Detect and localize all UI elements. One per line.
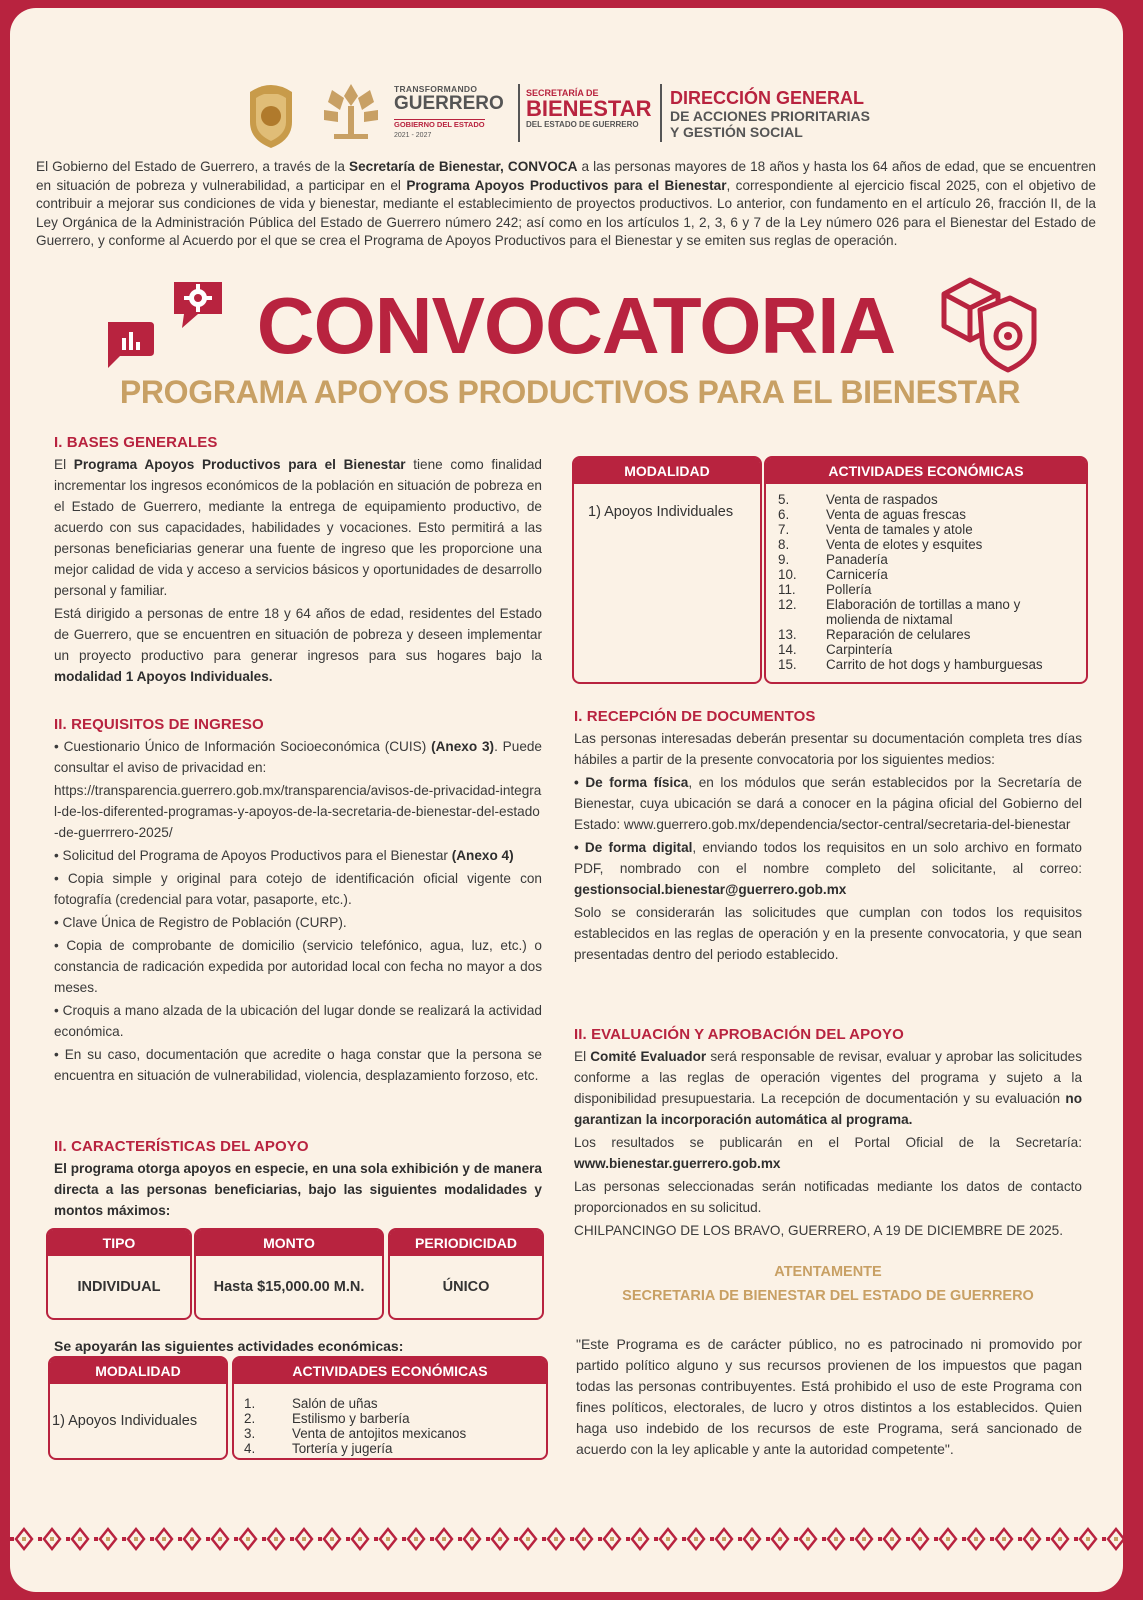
actividad-item [778, 552, 1043, 567]
secretaria-bienestar-logo: SECRETARÍA DE BIENESTAR DEL ESTADO DE GUERRERO [526, 88, 652, 129]
bases-heading: I. BASES GENERALES [54, 434, 218, 451]
actividad-item [244, 1441, 466, 1456]
actividad-item [244, 1426, 466, 1441]
legal-disclaimer: "Este Programa es de carácter público, no es patrocinado ni promovido por partido político alguno y sus recursos provienen de los impuestos que pagan todas las personas contribuyentes. Está prohibido el uso de este Programa con fines políticos, electorales, de lucro y otros distintos a los establecidos. Quien haga uso indebido de los recursos de este Programa, será sancionado de acuerdo con la ley aplicable y ante la autoridad competente". [576, 1336, 1082, 1457]
guerrero-tree-logo [318, 76, 384, 144]
box-shield-icon [936, 270, 1044, 374]
col-actividades-header-b: ACTIVIDADES ECONÓMICAS [766, 458, 1086, 484]
firma-secretaria: SECRETARIA DE BIENESTAR DEL ESTADO DE GUERRERO [622, 1288, 1034, 1304]
actividad-item [778, 492, 1043, 507]
col-actividades-header: ACTIVIDADES ECONÓMICAS [234, 1358, 546, 1384]
actividad-label: Venta de raspados [826, 492, 938, 507]
direccion-general-title: DIRECCIÓN GENERAL DE ACCIONES PRIORITARIAS Y GESTIÓN SOCIAL [670, 88, 870, 140]
col-periodicidad-header: PERIODICIDAD [390, 1230, 542, 1256]
actividad-label: Venta de antojitos mexicanos [292, 1426, 467, 1441]
bases-body: El Programa Apoyos Productivos para el Bienestar tiene como finalidad incrementar los ingresos económicos de la población en situación de pobreza en el Estado de Guerrero, mediante la entrega de equipamiento productivo, de acuerdo con sus capacidades, habilidades y vocaciones. Esto permitirá a las personas beneficiarias generar una fuente de ingreso que les proporcione una mejor calidad de vida y acceso a servicios básicos y oportunidades de desarrollo personal y familiar. Está dirigido a personas de entre 18 y 64 años de edad, residentes del Estado de Guerrero, que se encuentren en situación de pobreza y deseen implementar un proyecto productivo para generar ingresos para sus hogares bajo la modalidad 1 Apoyos Individuales. [54, 457, 542, 684]
actividad-number: 9. [778, 552, 790, 567]
evaluacion-heading: II. EVALUACIÓN Y APROBACIÓN DEL APOYO [574, 1026, 904, 1043]
actividad-item [778, 627, 1043, 642]
actividad-number: 10. [778, 567, 797, 582]
monto-value: Hasta $15,000.00 M.N. [213, 1279, 365, 1295]
actividades-list-a [244, 1396, 466, 1456]
banner-title: CONVOCATORIA [256, 281, 896, 370]
logo-divider-2 [660, 84, 662, 142]
actividad-number: 7. [778, 522, 790, 537]
actividad-label: Venta de aguas frescas [826, 507, 966, 522]
gobierno-guerrero-logo: TRANSFORMANDO GUERRERO GOBIERNO DEL ESTADO 2021 - 2027 [394, 84, 504, 139]
state-seal-logo [242, 78, 300, 150]
actividad-item [244, 1411, 466, 1426]
actividad-number: 6. [778, 507, 790, 522]
actividad-item [244, 1396, 466, 1411]
caracteristicas-text: El programa otorga apoyos en especie, en una sola exhibición y de manera directa a las personas beneficiarias, bajo las siguientes modalidades y montos máximos: [54, 1161, 542, 1218]
actividad-label: Venta de tamales y atole [826, 522, 973, 537]
requisitos-heading: II. REQUISITOS DE INGRESO [54, 716, 264, 733]
actividad-item [778, 507, 1043, 522]
actividad-number: 2. [244, 1411, 256, 1426]
logo-divider [518, 84, 520, 142]
actividad-number: 14. [778, 642, 797, 657]
modalidad-value: 1) Apoyos Individuales [52, 1413, 198, 1429]
actividad-label: Reparación de celulares [826, 627, 971, 642]
actividades-table-b-list [764, 456, 1088, 684]
col-modalidad-header-b: MODALIDAD [574, 458, 760, 484]
actividad-number: 11. [778, 582, 796, 597]
contact-email[interactable]: gestionsocial.bienestar@guerrero.gob.mx [574, 882, 847, 897]
tipo-value: INDIVIDUAL [77, 1279, 161, 1295]
recepcion-heading: I. RECEPCIÓN DE DOCUMENTOS [574, 708, 816, 725]
col-tipo-header: TIPO [48, 1230, 190, 1256]
actividad-number: 1. [244, 1396, 256, 1411]
actividad-label: Tortería y jugería [292, 1441, 393, 1456]
col-modalidad-header: MODALIDAD [50, 1358, 226, 1384]
decorative-border-pattern [10, 1526, 1123, 1552]
requisitos-body: • Cuestionario Único de Información Socioeconómica (CUIS) (Anexo 3). Puede consultar el aviso de privacidad en: https://transparencia.guerrero.gob.mx/transparencia/avisos-de-privacidad-integral-de-los-diferented-programas-y-apoyos-de-la-secretaria-de-bienestar-del-estado-de-guerrrero-2025/ • Solicitud del Programa de Apoyos Productivos para el Bienestar (Anexo 4) • Copia simple y original para cotejo de identificación oficial vigente con fotografía (credencial para votar, pasaporte, etc.). • Clave Única de Registro de Población (CURP). • Copia de comprobante de domicilio (servicio telefónico, agua, luz, etc.) o constancia de radicación expedida por autoridad local con fecha no mayor a dos meses. • Croquis a mano alzada de la ubicación del lugar donde se realizará la actividad económica. • En su caso, documentación que acredite o haga constar que la persona se encuentra en situación de vulnerabilidad, violencia, desplazamiento forzoso, etc. [54, 739, 542, 1083]
actividad-number: 8. [778, 537, 790, 552]
bienestar-website[interactable]: www.bienestar.guerrero.gob.mx [574, 1156, 781, 1171]
actividad-label: Elaboración de tortillas a mano y [826, 597, 1021, 612]
place-date: CHILPANCINGO DE LOS BRAVO, GUERRERO, A 19 DE DICIEMBRE DE 2025. [574, 1223, 1064, 1238]
gear-chat-icon [170, 278, 226, 332]
actividades-table-a-list [232, 1356, 548, 1460]
actividad-item [778, 657, 1043, 672]
atentamente: ATENTAMENTE [774, 1264, 882, 1280]
periodicidad-value: ÚNICO [442, 1279, 490, 1295]
privacy-url[interactable]: https://transparencia.guerrero.gob.mx/transparencia/avisos-de-privacidad-integral-de-los-diferented-programas-y-apoyos-de-la-secretaria-de-bienestar-del-estado-de-guerrrero-2025/ [54, 783, 542, 840]
actividad-label: Carrito de hot dogs y hamburguesas [826, 657, 1043, 672]
actividad-item [778, 642, 1043, 657]
actividad-item [778, 567, 1043, 582]
actividad-label: Pollería [826, 582, 872, 597]
actividad-item [778, 537, 1043, 552]
document-page [10, 8, 1123, 1592]
actividad-number: 5. [778, 492, 790, 507]
actividad-label: Venta de elotes y esquites [826, 537, 983, 552]
actividades-table-b-modalidad [572, 456, 762, 684]
actividad-number: 12. [778, 597, 797, 612]
recepcion-body: Las personas interesadas deberán presentar su documentación completa tres días hábiles a partir de la presente convocatoria por los siguientes medios: • De forma física, en los módulos que serán establecidos por la Secretaría de Bienestar, cuya ubicación se dará a conocer en la página oficial del Gobierno del Estado: www.guerrero.gob.mx/dependencia/sector-central/secretaria-del-bienestar • De forma digital, enviando todos los requisitos en un solo archivo en formato PDF, nombrado con el nombre completo del solicitante, al correo: gestionsocial.bienestar@guerrero.gob.mx Solo se considerarán las solicitudes que cumplan con todos los requisitos establecidos en las reglas de operación y en la presente convocatoria, y que sean presentadas dentro del periodo establecido. [574, 731, 1082, 962]
banner-subtitle: PROGRAMA APOYOS PRODUCTIVOS PARA EL BIENESTAR [119, 374, 1021, 410]
actividad-label: Carpintería [826, 642, 893, 657]
evaluacion-body: El Comité Evaluador será responsable de revisar, evaluar y aprobar las solicitudes conforme a las reglas de operación vigentes del programa y sujeto a la disponibilidad presupuestaria. La recepción de documentación y su evaluación no garantizan la incorporación automática al programa. Los resultados se publicarán en el Portal Oficial de la Secretaría: www.bienestar.guerrero.gob.mx Las personas seleccionadas serán notificadas mediante los datos de contacto proporcionados en su solicitud. CHILPANCINGO DE LOS BRAVO, GUERRERO, A 19 DE DICIEMBRE DE 2025. [574, 1046, 1082, 1241]
actividad-label: Salón de uñas [292, 1396, 378, 1411]
actividad-item [778, 522, 1043, 537]
caracteristicas-heading: II. CARACTERÍSTICAS DEL APOYO [54, 1138, 309, 1155]
apoyo-tipo-table [46, 1228, 192, 1320]
actividad-label: Panadería [826, 552, 888, 567]
actividad-label: Carnicería [826, 567, 888, 582]
actividad-number: 15. [778, 657, 797, 672]
actividades-intro: Se apoyarán las siguientes actividades económicas: [54, 1338, 404, 1354]
actividad-label: molienda de nixtamal [826, 612, 953, 627]
apoyo-periodicidad-table [388, 1228, 544, 1320]
modalidad-value-b: 1) Apoyos Individuales [588, 504, 734, 520]
actividad-item [778, 597, 1043, 612]
intro-paragraph: El Gobierno del Estado de Guerrero, a través de la Secretaría de Bienestar, CONVOCA a las personas mayores de 18 años y hasta los 64 años de edad, que se encuentren en situación de pobreza y vulnerabilidad, a participar en el Programa Apoyos Productivos para el Bienestar, correspondiente al ejercicio fiscal 2025, con el objetivo de contribuir a mejorar sus condiciones de vida y bienestar, mediante el establecimiento de proyectos productivos. Lo anterior, con fundamento en el artículo 26, fracción II, de la Ley Orgánica de la Administración Pública del Estado de Guerrero número 242; así como en los artículos 1, 2, 3, 6 y 7 de la Ley número 026 para el Bienestar del Estado de Guerrero, y conforme al Acuerdo por el que se crea el Programa de Apoyos Productivos para el Bienestar y se emiten sus reglas de operación. [36, 159, 1096, 248]
actividad-item [778, 612, 1043, 627]
actividad-number: 13. [778, 627, 797, 642]
col-monto-header: MONTO [196, 1230, 382, 1256]
actividad-number: 4. [244, 1441, 256, 1456]
actividades-table-a-modalidad [48, 1356, 228, 1460]
chart-chat-icon [102, 320, 156, 372]
actividad-label: Estilismo y barbería [292, 1411, 410, 1426]
actividad-number: 3. [244, 1426, 256, 1441]
actividad-number [778, 612, 826, 627]
actividades-list-b [778, 492, 1043, 672]
apoyo-monto-table [194, 1228, 384, 1320]
actividad-item [778, 582, 1043, 597]
